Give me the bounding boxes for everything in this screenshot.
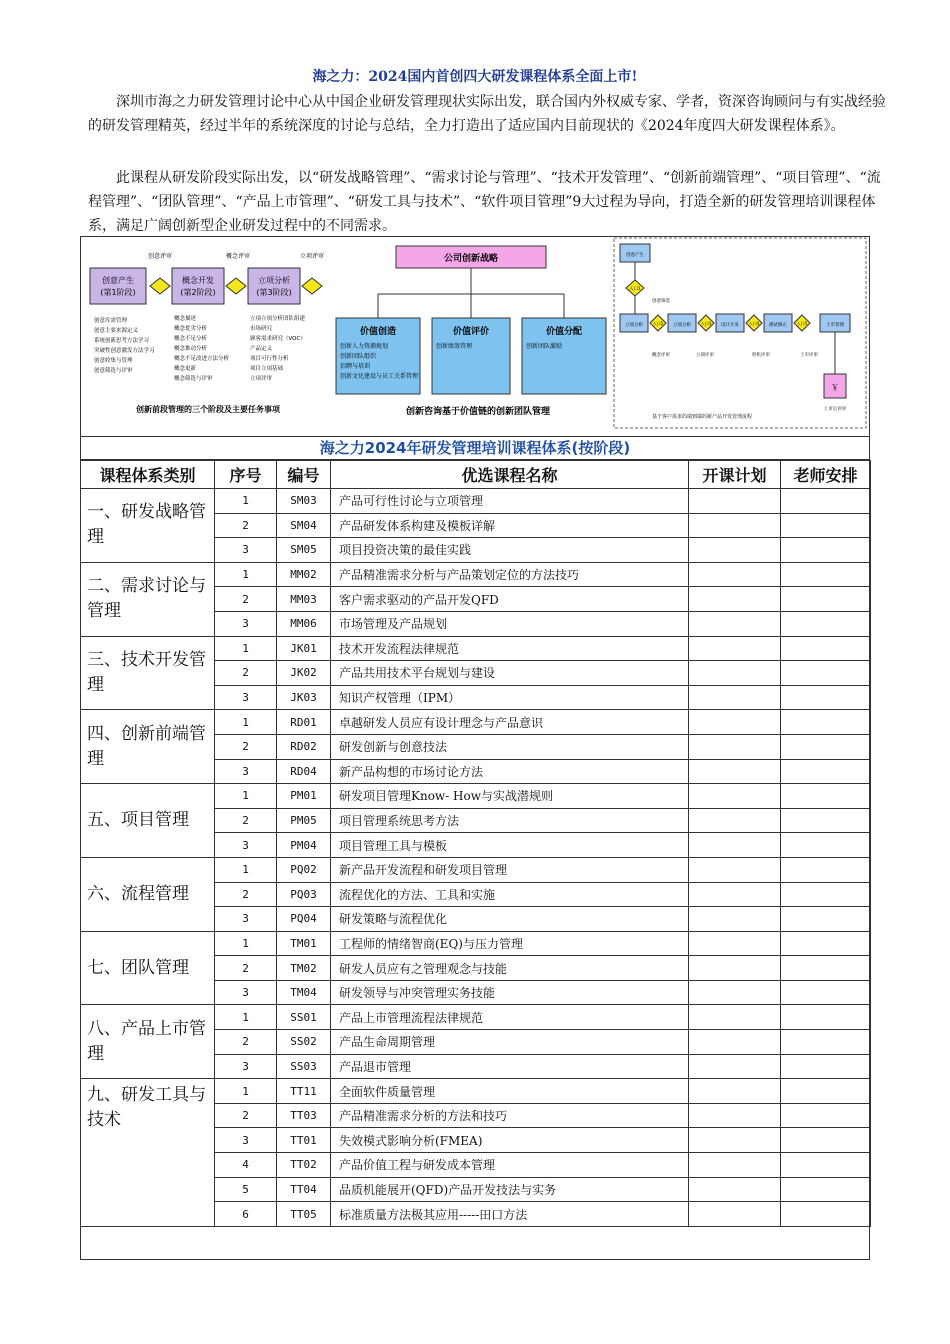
svg-text:项目可行性分析: 项目可行性分析: [250, 356, 289, 362]
code-cell: RD02: [277, 734, 331, 759]
svg-text:创新文化建设与员工关系管理: 创新文化建设与员工关系管理: [340, 373, 419, 380]
teacher-cell: [781, 882, 871, 907]
svg-text:立项评审: 立项评审: [250, 376, 273, 382]
schedule-cell: [689, 611, 781, 636]
teacher-cell: [781, 1103, 871, 1128]
seq-cell: 1: [215, 636, 277, 661]
code-cell: PQ02: [277, 857, 331, 882]
teacher-cell: [781, 956, 871, 981]
stage-2-line1: 概念开发: [182, 276, 214, 285]
schedule-cell: [689, 784, 781, 809]
teacher-cell: [781, 980, 871, 1005]
course-name-cell: 产品可行性讨论与立项管理: [331, 489, 689, 514]
schedule-cell: [689, 1054, 781, 1079]
course-name-cell: 项目投资决策的最佳实践: [331, 538, 689, 563]
svg-text:立项分析: 立项分析: [673, 323, 691, 328]
category-cell: 三、技术开发管理: [81, 636, 215, 710]
course-name-cell: 知识产权管理（IPM）: [331, 685, 689, 710]
schedule-cell: [689, 1202, 781, 1227]
code-cell: MM02: [277, 562, 331, 587]
page-title: 海之力：2024国内首创四大研发课程体系全面上市!: [312, 69, 638, 85]
svg-text:入口2: 入口2: [652, 321, 664, 326]
seq-cell: 3: [215, 538, 277, 563]
diagram-left-caption: 创新前段管理的三个阶段及主要任务事项: [136, 405, 280, 414]
table-title: 海之力2024年研发管理培训课程体系(按阶段): [80, 436, 870, 460]
course-name-cell: 品质机能展开(QFD)产品开发技法与实务: [331, 1177, 689, 1202]
code-cell: SS01: [277, 1005, 331, 1030]
svg-text:概念推动分析: 概念推动分析: [174, 346, 208, 352]
seq-cell: 5: [215, 1177, 277, 1202]
schedule-cell: [689, 759, 781, 784]
course-name-cell: 产品生命周期管理: [331, 1030, 689, 1055]
stage-box-1: [90, 268, 146, 304]
table-row: [81, 562, 871, 587]
course-name-cell: 失效模式影响分析(FMEA): [331, 1128, 689, 1153]
category-cell: 八、产品上市管理: [81, 1005, 215, 1079]
svg-text:产品定义: 产品定义: [250, 346, 273, 352]
svg-text:创意筛选: 创意筛选: [652, 299, 670, 304]
category-cell: 四、创新前端管理: [81, 710, 215, 784]
table-header-row: [81, 461, 871, 489]
seq-cell: 2: [215, 1030, 277, 1055]
teacher-cell: [781, 1030, 871, 1055]
code-cell: TM02: [277, 956, 331, 981]
schedule-cell: [689, 1079, 781, 1104]
teacher-cell: [781, 784, 871, 809]
code-cell: TT01: [277, 1128, 331, 1153]
svg-text:创新团队组织: 创新团队组织: [340, 353, 377, 360]
svg-text:样机评审: 样机评审: [752, 353, 770, 358]
schedule-cell: [689, 882, 781, 907]
course-name-cell: 卓越研发人员应有设计理念与产品意识: [331, 710, 689, 735]
svg-text:测试修正: 测试修正: [769, 323, 787, 328]
teacher-cell: [781, 685, 871, 710]
category-cell: 六、流程管理: [81, 857, 215, 931]
svg-text:￥: ￥: [831, 383, 839, 392]
svg-text:概念筛选与评审: 概念筛选与评审: [174, 376, 213, 382]
code-cell: TT11: [277, 1079, 331, 1104]
course-name-cell: 研发创新与创意技法: [331, 734, 689, 759]
teacher-cell: [781, 636, 871, 661]
schedule-cell: [689, 538, 781, 563]
code-cell: TM04: [277, 980, 331, 1005]
schedule-cell: [689, 1128, 781, 1153]
svg-text:上市评审: 上市评审: [800, 353, 818, 358]
table-row: [81, 1079, 871, 1104]
schedule-cell: [689, 734, 781, 759]
header-code: 编号: [277, 461, 331, 489]
svg-text:项目立项基础: 项目立项基础: [250, 366, 284, 372]
code-cell: MM06: [277, 611, 331, 636]
diagram-right-caption: 基于客户需求的端到端的新产品开发管理流程: [652, 414, 753, 420]
gate-label-1: 创意评审: [148, 253, 173, 260]
schedule-cell: [689, 513, 781, 538]
table-row: [81, 710, 871, 735]
course-name-cell: 研发人员应有之管理观念与技能: [331, 956, 689, 981]
teacher-cell: [781, 931, 871, 956]
seq-cell: 2: [215, 956, 277, 981]
schedule-cell: [689, 1177, 781, 1202]
course-name-cell: 产品精准需求分析的方法和技巧: [331, 1103, 689, 1128]
svg-text:概念不足分析: 概念不足分析: [174, 336, 208, 342]
task-col-1: [94, 316, 155, 374]
seq-cell: 2: [215, 661, 277, 686]
course-name-cell: 产品价值工程与研发成本管理: [331, 1153, 689, 1178]
diagram-left: [90, 252, 324, 414]
diagram-mid: [336, 246, 606, 417]
seq-cell: 3: [215, 833, 277, 858]
seq-cell: 1: [215, 931, 277, 956]
schedule-cell: [689, 587, 781, 612]
table-row: [81, 636, 871, 661]
course-name-cell: 项目管理工具与模板: [331, 833, 689, 858]
code-cell: JK03: [277, 685, 331, 710]
code-cell: PM05: [277, 808, 331, 833]
course-name-cell: 新产品构想的市场讨论方法: [331, 759, 689, 784]
teacher-cell: [781, 1153, 871, 1178]
diagram-right: [614, 238, 866, 428]
task-col-2: [174, 314, 230, 382]
code-cell: MM03: [277, 587, 331, 612]
table-row: [81, 931, 871, 956]
seq-cell: 1: [215, 1079, 277, 1104]
svg-text:创意主要来源定义: 创意主要来源定义: [94, 328, 139, 334]
schedule-cell: [689, 489, 781, 514]
teacher-cell: [781, 710, 871, 735]
intro-paragraph-2: 此课程从研发阶段实际出发，以“研发战略管理”、“需求讨论与管理”、“技术开发管理”、“创新前端管理”、“项目管理”、“流程管理”、“团队管理”、“产品上市管理”、“研发工具与技术”、“软件项目管理”9大过程为导向，打造全新的研发管理培训课程体系，满足广阔创新型企业研发过程中的不同需求。: [88, 170, 881, 234]
task-col-3: [250, 314, 306, 382]
course-name-cell: 技术开发流程法律规范: [331, 636, 689, 661]
svg-text:创意库需管理: 创意库需管理: [94, 318, 128, 324]
code-cell: SS02: [277, 1030, 331, 1055]
course-name-cell: 客户需求驱动的产品开发QFD: [331, 587, 689, 612]
seq-cell: 3: [215, 1128, 277, 1153]
schedule-cell: [689, 808, 781, 833]
stage-box-2: [172, 268, 224, 304]
course-name-cell: 新产品开发流程和研发项目管理: [331, 857, 689, 882]
teacher-cell: [781, 759, 871, 784]
seq-cell: 2: [215, 734, 277, 759]
svg-text:市场研究: 市场研究: [250, 326, 273, 332]
code-cell: SM04: [277, 513, 331, 538]
teacher-cell: [781, 1054, 871, 1079]
schedule-cell: [689, 562, 781, 587]
svg-text:立项分析: 立项分析: [625, 323, 643, 328]
course-name-cell: 标准质量方法极其应用-----田口方法: [331, 1202, 689, 1227]
seq-cell: 1: [215, 562, 277, 587]
seq-cell: 3: [215, 1054, 277, 1079]
schedule-cell: [689, 907, 781, 932]
schedule-cell: [689, 636, 781, 661]
svg-text:创新人力资源规划: 创新人力资源规划: [340, 343, 389, 350]
svg-text:设计开发: 设计开发: [721, 323, 739, 328]
course-name-cell: 市场管理及产品规划: [331, 611, 689, 636]
schedule-cell: [689, 931, 781, 956]
code-cell: JK01: [277, 636, 331, 661]
teacher-cell: [781, 734, 871, 759]
value-box-evaluate-title: 价值评价: [452, 327, 490, 337]
seq-cell: 2: [215, 882, 277, 907]
svg-text:立项立项分析团队组建: 立项立项分析团队组建: [250, 316, 306, 322]
seq-cell: 2: [215, 587, 277, 612]
course-name-cell: 研发策略与流程优化: [331, 907, 689, 932]
svg-text:招聘与培训: 招聘与培训: [340, 363, 371, 370]
course-name-cell: 工程师的情绪智商(EQ)与压力管理: [331, 931, 689, 956]
svg-text:概念评审: 概念评审: [652, 353, 670, 358]
diagram-mid-caption: 创新咨询基于价值链的创新团队管理: [405, 407, 551, 417]
teacher-cell: [781, 538, 871, 563]
teacher-cell: [781, 513, 871, 538]
svg-text:入口5: 入口5: [796, 321, 808, 326]
course-name-cell: 产品精准需求分析与产品策划定位的方法技巧: [331, 562, 689, 587]
teacher-cell: [781, 661, 871, 686]
table-row: [81, 857, 871, 882]
header-category: 课程体系类别: [81, 461, 215, 489]
code-cell: SS03: [277, 1054, 331, 1079]
schedule-cell: [689, 710, 781, 735]
teacher-cell: [781, 1177, 871, 1202]
schedule-cell: [689, 980, 781, 1005]
svg-text:概念优劣分析: 概念优劣分析: [174, 326, 208, 332]
svg-text:创意产生: 创意产生: [626, 253, 644, 258]
code-cell: TT05: [277, 1202, 331, 1227]
teacher-cell: [781, 1128, 871, 1153]
schedule-cell: [689, 1030, 781, 1055]
gate-label-2: 概念评审: [226, 253, 251, 260]
code-cell: RD04: [277, 759, 331, 784]
stage-1-line2: (第1阶段): [100, 288, 136, 297]
course-name-cell: 研发项目管理Know- How与实战潜规则: [331, 784, 689, 809]
svg-text:概念描述: 概念描述: [174, 316, 197, 322]
gate-label-3: 立项评审: [300, 253, 325, 260]
category-cell: 五、项目管理: [81, 784, 215, 858]
course-name-cell: 产品上市管理流程法律规范: [331, 1005, 689, 1030]
strategy-label: 公司创新战略: [443, 254, 499, 264]
course-name-cell: 项目管理系统思考方法: [331, 808, 689, 833]
svg-text:概念不足改进方法分析: 概念不足改进方法分析: [174, 356, 230, 362]
code-cell: TT04: [277, 1177, 331, 1202]
seq-cell: 3: [215, 611, 277, 636]
gate-diamond-3: [302, 278, 322, 294]
table-row: [81, 489, 871, 514]
diagram-strip: [80, 236, 870, 437]
schedule-cell: [689, 1103, 781, 1128]
seq-cell: 2: [215, 808, 277, 833]
course-name-cell: 产品退市管理: [331, 1054, 689, 1079]
svg-text:系统创新思考方法学习: 系统创新思考方法学习: [94, 338, 150, 344]
category-cell: 一、研发战略管理: [81, 489, 215, 563]
header-teacher: 老师安排: [781, 461, 871, 489]
svg-text:创新团队激励: 创新团队激励: [526, 343, 563, 350]
course-table: [80, 460, 871, 1227]
stage-3-line2: (第3阶段): [256, 288, 292, 297]
svg-text:创新绩效管理: 创新绩效管理: [436, 343, 473, 350]
course-name-cell: 流程优化的方法、工具和实施: [331, 882, 689, 907]
gate-diamond-1: [150, 278, 170, 294]
teacher-cell: [781, 489, 871, 514]
svg-text:入口1: 入口1: [629, 287, 641, 292]
svg-text:创意收集与管理: 创意收集与管理: [94, 358, 133, 364]
schedule-cell: [689, 857, 781, 882]
seq-cell: 1: [215, 1005, 277, 1030]
seq-cell: 1: [215, 784, 277, 809]
code-cell: PM04: [277, 833, 331, 858]
svg-text:上市管理: 上市管理: [826, 323, 844, 328]
svg-text:立项评审: 立项评审: [696, 353, 714, 358]
teacher-cell: [781, 857, 871, 882]
course-name-cell: 研发领导与冲突管理实务技能: [331, 980, 689, 1005]
svg-text:上市后评审: 上市后评审: [823, 407, 847, 412]
code-cell: TT03: [277, 1103, 331, 1128]
svg-text:突破性创意激发方法学习: 突破性创意激发方法学习: [94, 348, 155, 354]
seq-cell: 4: [215, 1153, 277, 1178]
code-cell: JK02: [277, 661, 331, 686]
teacher-cell: [781, 611, 871, 636]
seq-cell: 1: [215, 710, 277, 735]
seq-cell: 1: [215, 489, 277, 514]
teacher-cell: [781, 562, 871, 587]
table-row: [81, 1005, 871, 1030]
schedule-cell: [689, 1153, 781, 1178]
course-name-cell: 产品共用技术平台规划与建设: [331, 661, 689, 686]
teacher-cell: [781, 1005, 871, 1030]
svg-text:顾客需求研究（VOC）: 顾客需求研究（VOC）: [250, 336, 306, 342]
header-course-name: 优选课程名称: [331, 461, 689, 489]
seq-cell: 3: [215, 685, 277, 710]
stage-2-line2: (第2阶段): [180, 288, 216, 297]
category-cell: 二、需求讨论与管理: [81, 562, 215, 636]
gate-diamond-2: [226, 278, 246, 294]
value-box-distribute-title: 价值分配: [545, 327, 583, 337]
teacher-cell: [781, 1079, 871, 1104]
svg-text:创意筛选与评审: 创意筛选与评审: [94, 368, 133, 374]
course-name-cell: 产品研发体系构建及模板详解: [331, 513, 689, 538]
diagram-svg: [80, 236, 870, 436]
table-row: [81, 784, 871, 809]
category-cell: 七、团队管理: [81, 931, 215, 1005]
svg-text:入口4: 入口4: [748, 321, 760, 326]
teacher-cell: [781, 587, 871, 612]
seq-cell: 2: [215, 513, 277, 538]
value-box-create-title: 价值创造: [359, 327, 397, 337]
intro-paragraph-1: 深圳市海之力研发管理讨论中心从中国企业研发管理现状实际出发，联合国内外权威专家、学者，资深咨询顾问与有实战经验的研发管理精英，经过半年的系统深度的讨论与总结，全力打造出了适应国内目前现状的《2024年度四大研发课程体系》。: [88, 94, 886, 134]
stage-box-3: [248, 268, 300, 304]
seq-cell: 3: [215, 907, 277, 932]
svg-text:概念更新: 概念更新: [174, 366, 197, 372]
schedule-cell: [689, 1005, 781, 1030]
category-cell: 九、研发工具与技术: [81, 1079, 215, 1227]
seq-cell: 1: [215, 857, 277, 882]
code-cell: PQ03: [277, 882, 331, 907]
seq-cell: 2: [215, 1103, 277, 1128]
code-cell: TM01: [277, 931, 331, 956]
code-cell: RD01: [277, 710, 331, 735]
schedule-cell: [689, 833, 781, 858]
stage-1-line1: 创意产生: [102, 276, 134, 285]
seq-cell: 6: [215, 1202, 277, 1227]
schedule-cell: [689, 685, 781, 710]
schedule-cell: [689, 661, 781, 686]
header-schedule: 开课计划: [689, 461, 781, 489]
code-cell: SM03: [277, 489, 331, 514]
code-cell: SM05: [277, 538, 331, 563]
header-seq: 序号: [215, 461, 277, 489]
stage-3-line1: 立项分析: [258, 276, 290, 285]
code-cell: PM01: [277, 784, 331, 809]
svg-text:入口3: 入口3: [700, 321, 712, 326]
seq-cell: 3: [215, 980, 277, 1005]
seq-cell: 3: [215, 759, 277, 784]
teacher-cell: [781, 907, 871, 932]
teacher-cell: [781, 1202, 871, 1227]
teacher-cell: [781, 808, 871, 833]
schedule-cell: [689, 956, 781, 981]
teacher-cell: [781, 833, 871, 858]
code-cell: TT02: [277, 1153, 331, 1178]
course-name-cell: 全面软件质量管理: [331, 1079, 689, 1104]
code-cell: PQ04: [277, 907, 331, 932]
